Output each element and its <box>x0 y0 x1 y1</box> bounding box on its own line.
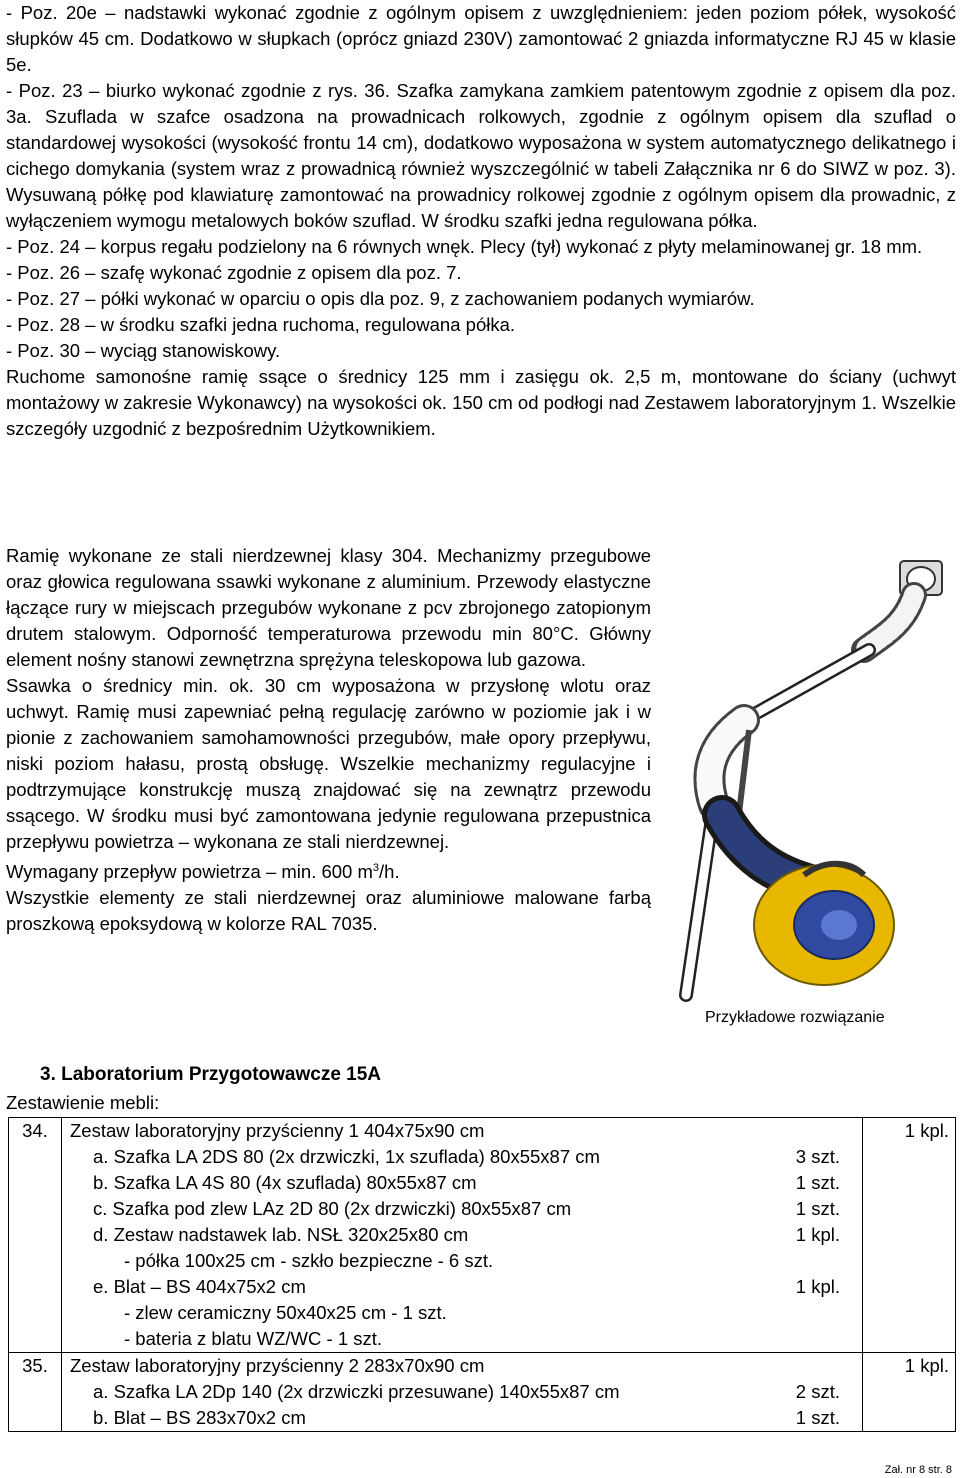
page-footer: Zał. nr 8 str. 8 <box>884 1464 952 1476</box>
paragraph-arm-materials: Ramię wykonane ze stali nierdzewnej klasy 304. Mechanizmy przegubowe oraz głowica regulowana ssawki wykonane z aluminium. Przewody elastyczne łączące rury w miejscach przegubów wykonane z pcv zbrojonego zatopionym drutem stalowym. Odporność temperaturowa przewodu min 80°C. Główny element nośny stanowi zewnętrzna sprężyna teleskopowa lub gazowa. <box>6 545 651 670</box>
component-label: c. Szafka pod zlew LAz 2D 80 (2x drzwiczki) 80x55x87 cm <box>93 1198 572 1219</box>
item-title: Zestaw laboratoryjny przyścienny 2 283x70x90 cm <box>70 1355 485 1376</box>
furniture-list-heading: Zestawienie mebli: <box>6 1092 160 1113</box>
component-label: a. Szafka LA 2DS 80 (2x drzwiczki, 1x szuflada) 80x55x87 cm <box>93 1146 600 1167</box>
component-label: - zlew ceramiczny 50x40x25 cm - 1 szt. <box>124 1302 447 1323</box>
paragraph-poz-28: - Poz. 28 – w środku szafki jedna ruchoma, regulowana półka. <box>6 314 516 335</box>
top-text <box>6 0 956 442</box>
component-label: b. Szafka LA 4S 80 (4x szuflada) 80x55x87 cm <box>93 1172 477 1193</box>
component-quantity: 1 szt. <box>795 1407 840 1428</box>
arm-spec-column <box>6 543 651 937</box>
section-heading: 3. Laboratorium Przygotowawcze 15A <box>40 1064 382 1085</box>
component-label: d. Zestaw nadstawek lab. NSŁ 320x25x80 cm <box>93 1224 469 1245</box>
component-quantity: 1 kpl. <box>795 1276 840 1297</box>
paragraph-poz-20e: - Poz. 20e – nadstawki wykonać zgodnie z ogólnym opisem z uwzględnieniem: jeden poziom półek, wysokość słupków 45 cm. Dodatkowo w słupkach (oprócz gniazd 230V) zamontować 2 gniazda informatyczne RJ 45 w klasie 5e. <box>6 2 956 75</box>
extraction-arm-image <box>664 555 954 1005</box>
paragraph-poz-30: - Poz. 30 – wyciąg stanowiskowy. <box>6 340 281 361</box>
item-component <box>70 1300 862 1326</box>
table-row <box>9 1118 956 1353</box>
component-label: e. Blat – BS 404x75x2 cm <box>93 1276 306 1297</box>
item-component <box>70 1379 862 1405</box>
item-total: 1 kpl. <box>863 1353 956 1432</box>
item-total: 1 kpl. <box>863 1118 956 1353</box>
component-label: b. Blat – BS 283x70x2 cm <box>93 1407 306 1428</box>
item-title: Zestaw laboratoryjny przyścienny 1 404x75x90 cm <box>70 1120 485 1141</box>
paragraph-paint: Wszystkie elementy ze stali nierdzewnej oraz aluminiowe malowane farbą proszkową epoksydową w kolorze RAL 7035. <box>6 887 651 935</box>
component-quantity: 1 szt. <box>795 1198 840 1219</box>
figure-caption: Przykładowe rozwiązanie <box>705 1009 885 1026</box>
item-component <box>70 1222 862 1248</box>
item-component <box>70 1405 862 1431</box>
furniture-table <box>8 1117 956 1432</box>
item-component <box>70 1196 862 1222</box>
item-number: 35. <box>9 1353 62 1432</box>
paragraph-poz-23: - Poz. 23 – biurko wykonać zgodnie z rys. 36. Szafka zamykana zamkiem patentowym zgodnie z opisem dla poz. 3a. Szuflada w szafce osadzona na prowadnicach rolkowych, zgodnie z ogólnym opisem dla szuflad o standardowej wysokości (wysokość frontu 14 cm), dodatkowo wyposażona w system automatycznego delikatnego i cichego domykania (system wraz z prowadnicą również wyszczególnić w tabeli Załącznika nr 6 do SIWZ w poz. 3). Wysuwaną półkę pod klawiaturę zamontować na prowadnicy rolkowej zgodnie z ogólnym opisem dla prowadnic, z wyłączeniem wymogu metalowych boków szuflad. W środku szafki jedna regulowana półka. <box>6 80 956 231</box>
component-label: - półka 100x25 cm - szkło bezpieczne - 6 szt. <box>124 1250 494 1271</box>
component-quantity: 3 szt. <box>795 1146 840 1167</box>
item-component <box>70 1170 862 1196</box>
component-quantity: 2 szt. <box>795 1381 840 1402</box>
item-component <box>70 1144 862 1170</box>
paragraph-airflow: Wymagany przepływ powietrza – min. 600 $m^3/h$. <box>6 861 400 883</box>
paragraph-nozzle: Ssawka o średnicy min. ok. 30 cm wyposażona w przysłonę wlotu oraz uchwyt. Ramię musi zapewniać pełną regulację zarówno w poziomie jak i w pionie z zachowaniem samohamowności przegubów, małe opory przepływu, niski poziom hałasu, prostą obsługę. Wszelkie mechanizmy regulacyjne i podtrzymujące konstrukcję muszą znajdować się na zewnątrz przewodu ssącego. W środku musi być zamontowana jedynie regulowana przepustnica przepływu powietrza – wykonana ze stali nierdzewnej. <box>6 675 651 852</box>
table-row <box>9 1353 956 1432</box>
component-quantity: 1 kpl. <box>795 1224 840 1245</box>
paragraph-poz-24: - Poz. 24 – korpus regału podzielony na 6 równych wnęk. Plecy (tył) wykonać z płyty melaminowanej gr. 18 mm. <box>6 236 923 257</box>
paragraph-poz-26: - Poz. 26 – szafę wykonać zgodnie z opisem dla poz. 7. <box>6 262 462 283</box>
item-number: 34. <box>9 1118 62 1353</box>
item-component <box>70 1326 862 1352</box>
paragraph-poz-27: - Poz. 27 – półki wykonać w oparciu o opis dla poz. 9, z zachowaniem podanych wymiarów. <box>6 288 755 309</box>
item-description <box>62 1118 863 1353</box>
paragraph-arm-intro: Ruchome samonośne ramię ssące o średnicy 125 mm i zasięgu ok. 2,5 m, montowane do ściany (uchwyt montażowy w zakresie Wykonawcy) na wysokości ok. 150 cm od podłogi nad Zestawem laboratoryjnym 1. Wszelkie szczegóły uzgodnić z bezpośrednim Użytkownikiem. <box>6 366 956 439</box>
item-description <box>62 1353 863 1432</box>
component-quantity: 1 szt. <box>795 1172 840 1193</box>
item-component <box>70 1274 862 1300</box>
furniture-table-body <box>9 1118 956 1432</box>
component-label: a. Szafka LA 2Dp 140 (2x drzwiczki przesuwane) 140x55x87 cm <box>93 1381 620 1402</box>
item-component <box>70 1248 862 1274</box>
component-label: - bateria z blatu WZ/WC - 1 szt. <box>124 1328 383 1349</box>
